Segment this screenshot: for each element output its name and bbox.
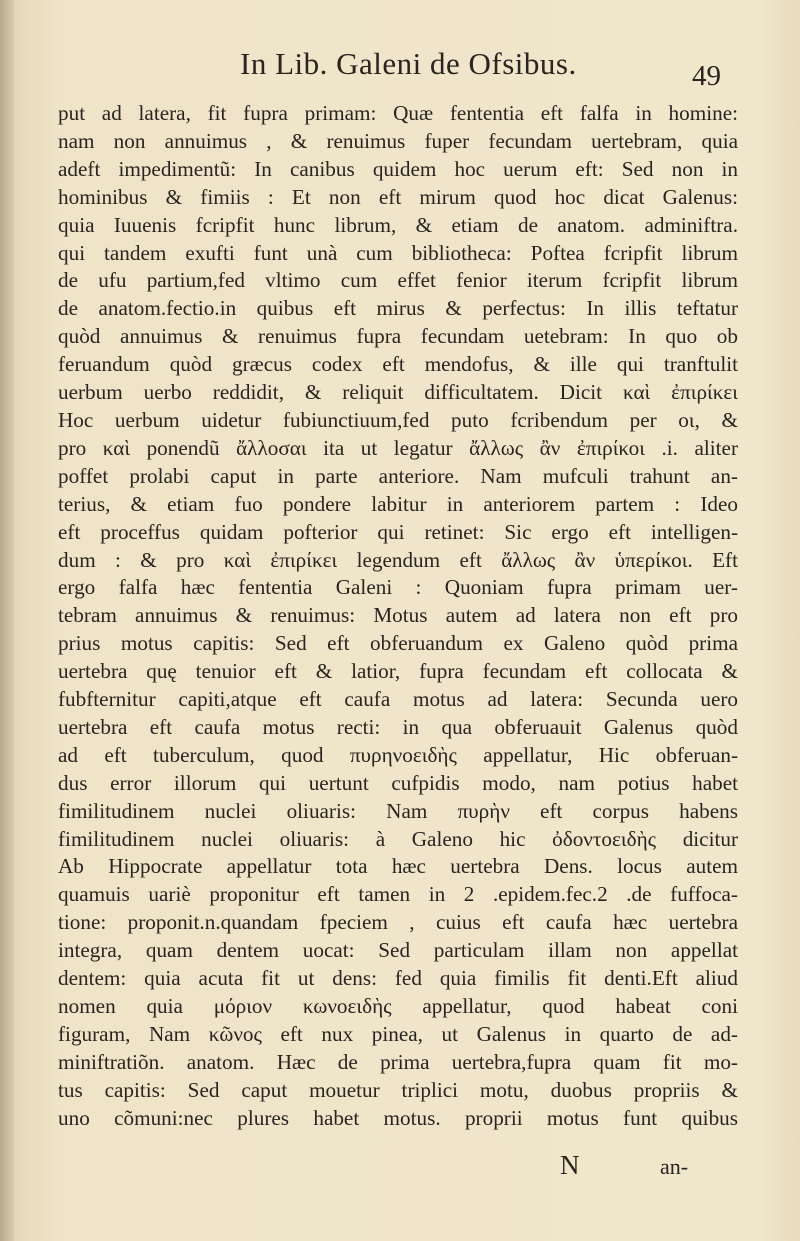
text-line: quòd annuimus & renuimus fupra fecundam uetebram: In quo ob xyxy=(58,324,738,349)
text-line: uno cõmuni:nec plures habet motus. proprii motus funt quibus xyxy=(58,1105,738,1130)
text-line: prius motus capitis: Sed eft obferuandum ex Galeno quòd prima xyxy=(58,631,738,656)
text-line: uertebra quę tenuior eft & latior, fupra fecundam eft collocata & xyxy=(58,659,738,684)
text-line: dentem: quia acuta fit ut dens: fed quia fimilis fit denti.Eft aliud xyxy=(58,966,738,991)
text-line: quia Iuuenis fcripfit hunc librum, & etiam de anatom. adminiftra. xyxy=(58,212,738,237)
text-line: de ufu partium,fed vltimo cum effet fenior iterum fcripfit librum xyxy=(58,268,738,293)
text-line: poffet prolabi caput in parte anteriore. Nam mufculi trahunt an- xyxy=(58,463,738,488)
text-line: uerbum uerbo reddidit, & reliquit difficultatem. Dicit καὶ ἐπιρίκει xyxy=(58,380,738,405)
text-line: fubfternitur capiti,atque eft caufa motus ad latera: Secunda uero xyxy=(58,687,738,712)
text-line: qui tandem exufti funt unà cum bibliotheca: Poftea fcripfit librum xyxy=(58,240,738,265)
catchword: an- xyxy=(660,1154,689,1179)
text-line: dus error illorum qui uertunt cufpidis modo, nam potius habet xyxy=(58,770,738,795)
body-text xyxy=(58,100,738,1133)
text-line: terius, & etiam fuo pondere labitur in anteriorem partem : Ideo xyxy=(58,491,738,516)
text-line: ad eft tuberculum, quod πυρηνοειδὴς appellatur, Hic obferuan- xyxy=(58,742,738,767)
text-line: de anatom.fectio.in quibus eft mirus & perfectus: In illis teftatur xyxy=(58,296,738,321)
text-line: Hoc uerbum uidetur fubiunctiuum,fed puto fcribendum per οι, & xyxy=(58,407,738,432)
text-line: nam non annuimus , & renuimus fuper fecundam uertebram, quia xyxy=(58,128,738,153)
text-line: tebram annuimus & renuimus: Motus autem ad latera non eft pro xyxy=(58,603,738,628)
text-line: adeft impedimentũ: In canibus quidem hoc uerum eft: Sed non in xyxy=(58,156,738,181)
text-line: pro καὶ ponendũ ἄλλοσαι ita ut legatur ἄλλως ἂν ἐπιρίκοι .i. aliter xyxy=(58,435,738,460)
text-line: quamuis uariè proponitur eft tamen in 2 .epidem.fec.2 .de fuffoca- xyxy=(58,882,738,907)
text-line: fimilitudinem nuclei oliuaris: Nam πυρὴν eft corpus habens xyxy=(58,798,738,823)
text-line: uertebra eft caufa motus recti: in qua obferuauit Galenus quòd xyxy=(58,714,738,739)
text-line: ergo falfa hæc fententia Galeni : Quoniam fupra primam uer- xyxy=(58,575,738,600)
text-line: integra, quam dentem uocat: Sed particulam illam non appellat xyxy=(58,938,738,963)
text-line: dum : & pro καὶ ἐπιρίκει legendum eft ἄλλως ἂν ὑπερίκοι. Eft xyxy=(58,547,738,572)
text-line: tus capitis: Sed caput mouetur triplici motu, duobus propriis & xyxy=(58,1077,738,1102)
text-line: tione: proponit.n.quandam fpeciem , cuius eft caufa hæc uertebra xyxy=(58,910,738,935)
signature-mark: N xyxy=(560,1150,580,1180)
text-line: eft proceffus quidam pofterior qui retinet: Sic ergo eft intelligen- xyxy=(58,519,738,544)
text-line: feruandum quòd græcus codex eft mendofus, & ille qui tranftulit xyxy=(58,352,738,377)
text-line: figuram, Nam κῶνος eft nux pinea, ut Galenus in quarto de ad- xyxy=(58,1021,738,1046)
page-number: 49 xyxy=(692,60,721,92)
text-line: nomen quia μόριον κωνοειδὴς appellatur, quod habeat coni xyxy=(58,994,738,1018)
text-line: fimilitudinem nuclei oliuaris: à Galeno hic ὀδοντοειδὴς dicitur xyxy=(58,826,738,851)
text-line: miniftratiõn. anatom. Hæc de prima uertebra,fupra quam fit mo- xyxy=(58,1049,738,1074)
page-gutter-shadow xyxy=(0,0,14,1241)
text-line: hominibus & fimiis : Et non eft mirum quod hoc dicat Galenus: xyxy=(58,184,738,209)
text-line: Ab Hippocrate appellatur tota hæc uertebra Dens. locus autem xyxy=(58,854,738,879)
running-title: In Lib. Galeni de Ofsibus. xyxy=(240,46,577,81)
text-line: put ad latera, fit fupra primam: Quæ fententia eft falfa in homine: xyxy=(58,101,738,125)
